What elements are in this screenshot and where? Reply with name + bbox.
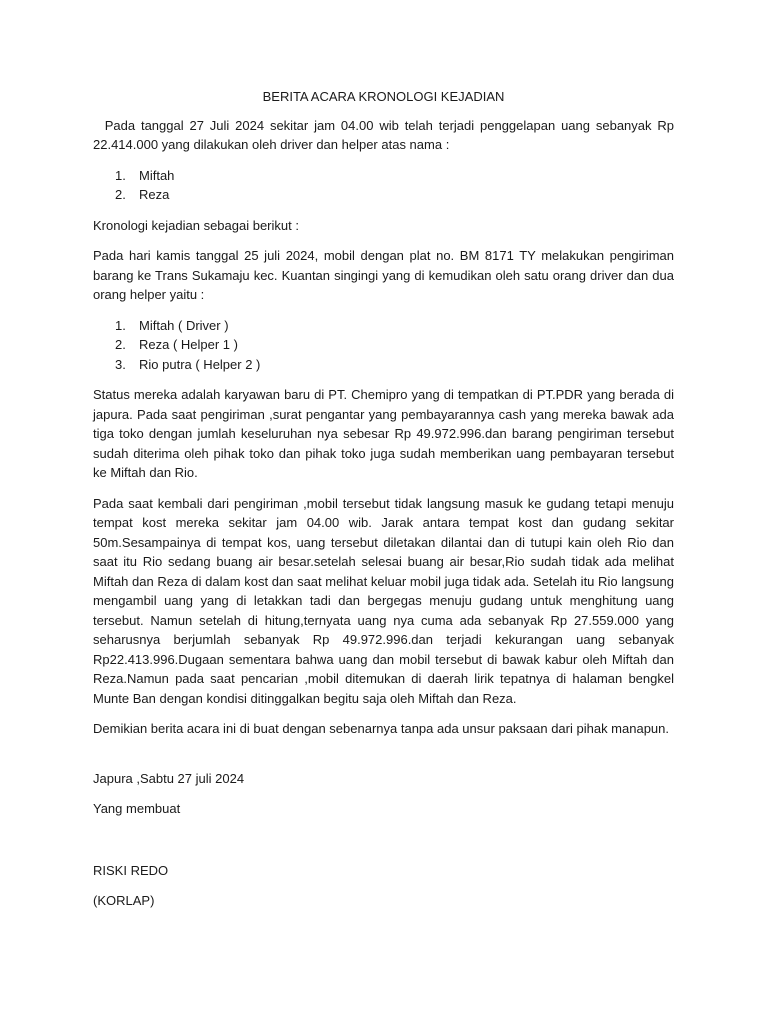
kronologi-heading: Kronologi kejadian sebagai berikut :: [93, 217, 299, 233]
list-number: 2.: [115, 337, 126, 352]
list-item: [93, 355, 674, 375]
list-item: [93, 166, 674, 186]
maker-label: Yang membuat: [93, 801, 181, 816]
suspect-names-list: [93, 166, 674, 205]
document-body: [93, 87, 678, 911]
list-text: Reza: [139, 187, 170, 202]
list-item: [93, 316, 674, 336]
list-number: 2.: [115, 187, 126, 202]
closing-statement: Demikian berita acara ini di buat dengan sebenarnya tanpa ada unsur paksaan dari pihak manapun.: [93, 721, 669, 736]
list-item: [93, 185, 674, 205]
paragraph-incident: Pada saat kembali dari pengiriman ,mobil tersebut tidak langsung masuk ke gudang tetapi menuju tempat kost mereka sekitar jam 04.00 wib. Jarak antara tempat kost dan gudang sekitar 50m.Sesampainya di tempat kos, uang tersebut diletakan dilantai dan di tutupi kain oleh Rio dan saat itu Rio sedang buang air besar.setelah selesai buang air besar,Rio sudah tidak ada melihat Miftah dan Reza di dalam kost dan saat melihat keluar mobil juga tidak ada. Setelah itu Rio langsung mengambil uang yang di letakkan tadi dan bergegas menuju gudang untuk menghitung uang tersebut. Namun setelah di hitung,ternyata uang nya cuma ada sebanyak Rp 27.559.000 yang seharusnya berjumlah sebanyak Rp 49.972.996.dan terjadi kekurangan uang sebanyak Rp22.413.996.Dugaan sementara bahwa uang dan mobil tersebut di bawak kabur oleh Miftah dan Reza.Namun pada saat pencarian ,mobil ditemukan di daerah lirik tepatnya di halaman bengkel Munte Ban dengan kondisi ditinggalkan begitu saja oleh Miftah dan Reza.: [93, 495, 674, 706]
document-title: BERITA ACARA KRONOLOGI KEJADIAN: [262, 89, 505, 104]
paragraph-status: Status mereka adalah karyawan baru di PT. Chemipro yang di tempatkan di PT.PDR yang berada di japura. Pada saat pengiriman ,surat pengantar yang pembayarannya cash yang mereka bawak ada tiga toko dengan jumlah keseluruhan nya sebesar Rp 49.972.996.dan barang pengiriman tersebut sudah diterima oleh pihak toko dan pihak toko juga sudah memberikan uang pembayaran tersebut ke Miftah dan Rio.: [93, 387, 674, 480]
list-text: Miftah ( Driver ): [139, 317, 229, 333]
list-text: Rio putra ( Helper 2 ): [139, 356, 261, 372]
list-text: Reza ( Helper 1 ): [139, 337, 238, 352]
intro-paragraph: Pada tanggal 27 Juli 2024 sekitar jam 04.00 wib telah terjadi penggelapan uang sebanyak Rp 22.414.000 yang dilakukan oleh driver dan helper atas nama :: [93, 117, 678, 152]
list-number: 1.: [115, 317, 126, 333]
list-item: [93, 335, 674, 355]
list-number: 3.: [115, 356, 126, 372]
signer-role: (KORLAP): [93, 893, 155, 908]
place-date: Japura ,Sabtu 27 juli 2024: [93, 770, 245, 786]
list-text: Miftah: [139, 167, 175, 183]
paragraph-shipment: Pada hari kamis tanggal 25 juli 2024, mobil dengan plat no. BM 8171 TY melakukan pengiriman barang ke Trans Sukamaju kec. Kuantan singingi yang di kemudikan oleh satu orang driver dan dua orang helper yaitu :: [93, 248, 674, 302]
list-number: 1.: [115, 167, 126, 183]
signer-name: RISKI REDO: [93, 862, 169, 878]
crew-list: [93, 316, 674, 375]
